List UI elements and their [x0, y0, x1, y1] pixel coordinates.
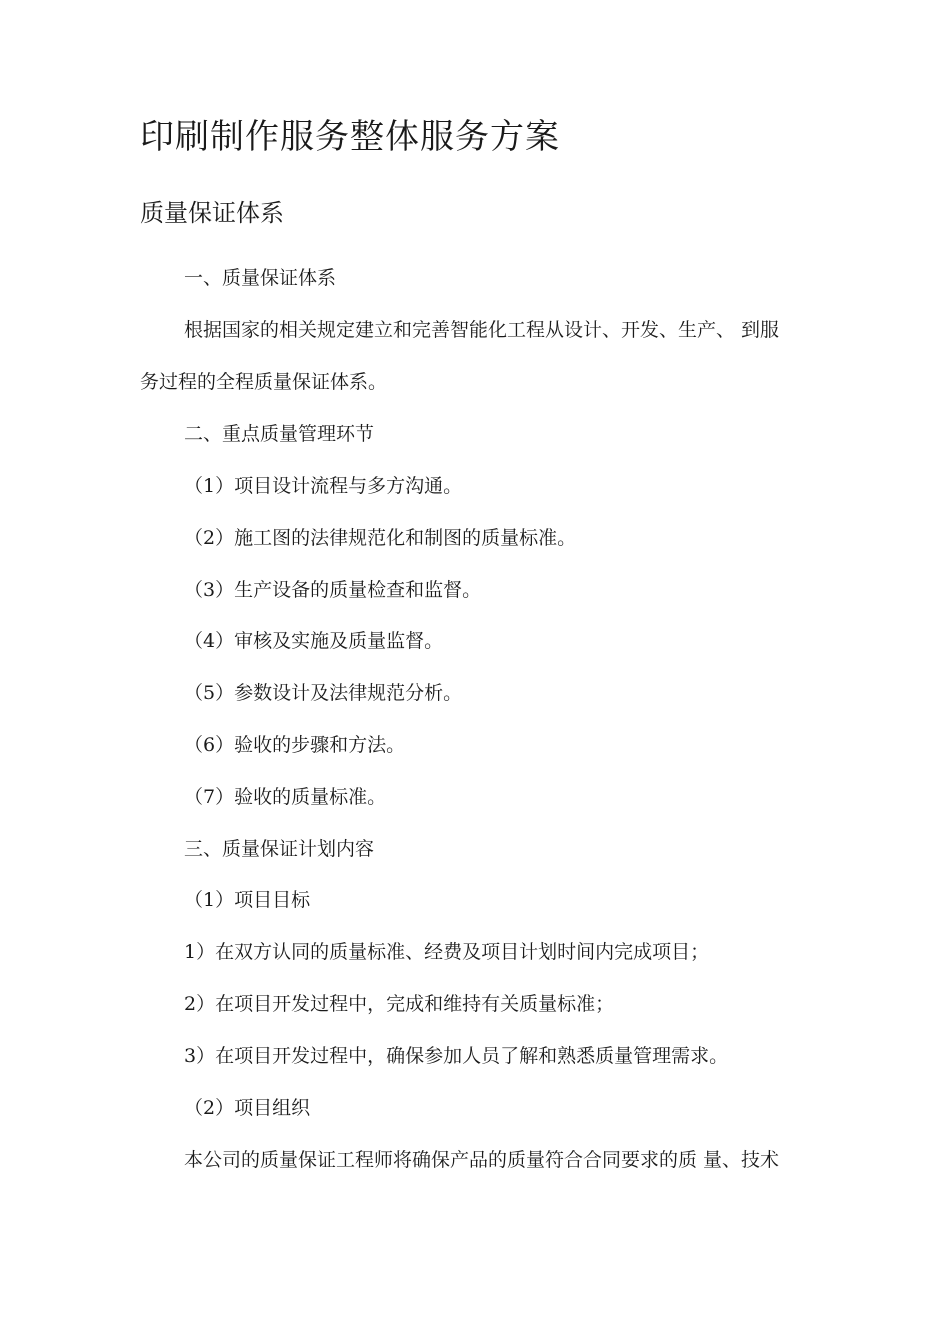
- list-item: （7）验收的质量标准。: [184, 786, 387, 808]
- paragraph-line: 本公司的质量保证工程师将确保产品的质量符合合同要求的质 量、技术: [184, 1149, 780, 1171]
- list-item: （5）参数设计及法律规范分析。: [184, 682, 463, 704]
- heading-plan-content: 三、质量保证计划内容: [184, 838, 375, 860]
- list-item: 2）在项目开发过程中，完成和维持有关质量标准；: [184, 993, 615, 1015]
- list-item: （4）审核及实施及质量监督。: [184, 630, 444, 652]
- heading-key-management: 二、重点质量管理环节: [184, 423, 375, 445]
- subheading: （1）项目目标: [184, 889, 311, 911]
- paragraph-line: 根据国家的相关规定建立和完善智能化工程从设计、开发、生产、 到服: [184, 319, 780, 341]
- list-item: 1）在双方认同的质量标准、经费及项目计划时间内完成项目；: [184, 941, 710, 963]
- list-item: （1）项目设计流程与多方沟通。: [184, 475, 463, 497]
- subheading: （2）项目组织: [184, 1097, 311, 1119]
- list-item: （2）施工图的法律规范化和制图的质量标准。: [184, 527, 577, 549]
- section-title: 质量保证体系: [140, 199, 284, 227]
- list-item: 3）在项目开发过程中，确保参加人员了解和熟悉质量管理需求。: [184, 1045, 729, 1067]
- document-title: 印刷制作服务整体服务方案: [140, 117, 560, 157]
- list-item: （3）生产设备的质量检查和监督。: [184, 579, 482, 601]
- heading-quality-system: 一、质量保证体系: [184, 267, 337, 289]
- paragraph-line: 务过程的全程质量保证体系。: [140, 371, 388, 393]
- list-item: （6）验收的步骤和方法。: [184, 734, 406, 756]
